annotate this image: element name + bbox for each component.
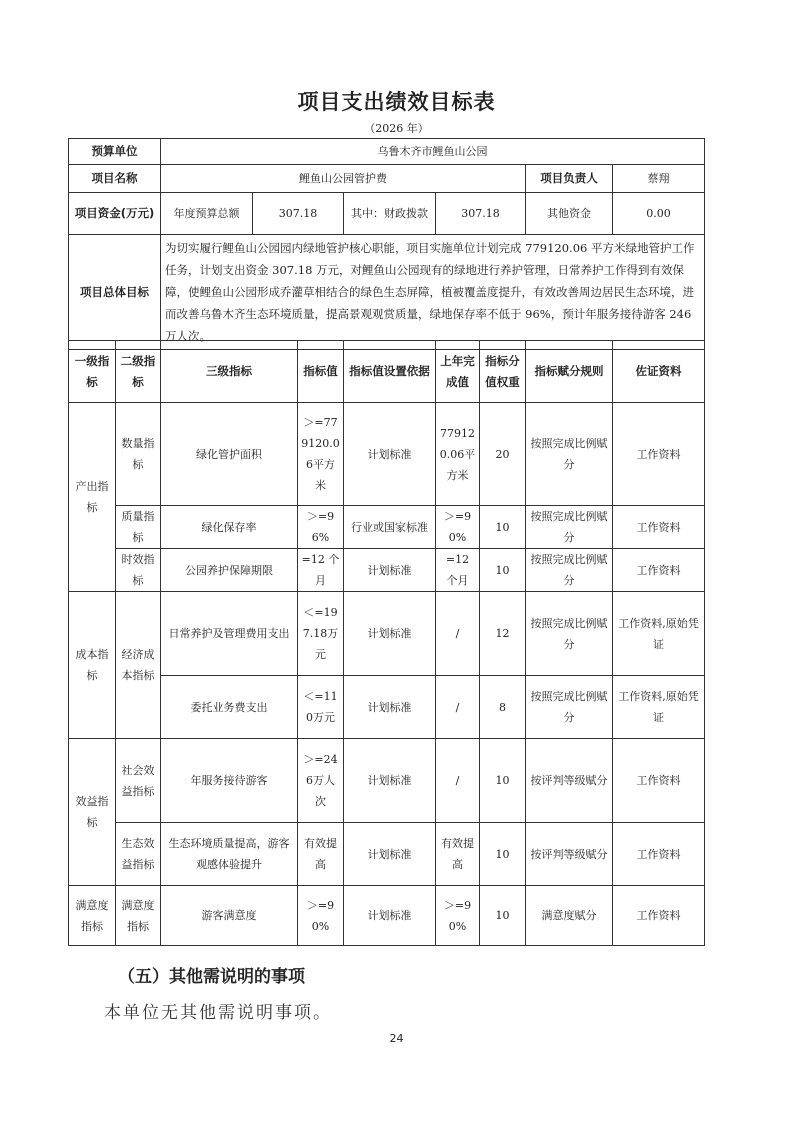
level1-indicator: 产出指标 [69,403,116,592]
level3-indicator: 年服务接待游客 [161,739,298,823]
scoring-rule: 按照完成比例赋分 [526,506,613,549]
section-heading: （五）其他需说明的事项 [118,967,305,987]
fiscal-label: 其中：财政拨款 [344,193,436,235]
last-year-value: ＞=90% [436,506,480,549]
weight: 10 [480,549,526,592]
table-row [69,739,705,823]
column-header: 指标分值权重 [480,341,526,403]
value-basis: 行业或国家标准 [344,506,436,549]
project-info-table [68,138,705,350]
level1-indicator: 满意度指标 [69,886,116,946]
value-basis: 计划标准 [344,886,436,946]
level2-indicator: 数量指标 [116,403,161,506]
other-label: 其他资金 [526,193,613,235]
level2-indicator: 质量指标 [116,506,161,549]
last-year-value: / [436,739,480,823]
scoring-rule: 满意度赋分 [526,886,613,946]
value-basis: 计划标准 [344,549,436,592]
value-basis: 计划标准 [344,403,436,506]
table-row [69,506,705,549]
indicator-value: 有效提高 [298,823,344,886]
evidence: 工作资料,原始凭证 [613,676,705,739]
evidence: 工作资料 [613,403,705,506]
unit-value: 乌鲁木齐市鲤鱼山公园 [161,139,705,165]
table-row [69,676,705,739]
indicator-value: ＜=197.18万元 [298,592,344,676]
level3-indicator: 绿化管护面积 [161,403,298,506]
annual-label: 年度预算总额 [161,193,253,235]
other-value: 0.00 [613,193,705,235]
name-label: 项目名称 [69,165,161,193]
owner-value: 蔡翔 [613,165,705,193]
level3-indicator: 生态环境质量提高，游客观感体验提升 [161,823,298,886]
table-row [69,886,705,946]
level3-indicator: 公园养护保障期限 [161,549,298,592]
table-row [69,823,705,886]
weight: 12 [480,592,526,676]
indicator-value: ＜=110万元 [298,676,344,739]
table-row [69,403,705,506]
scoring-rule: 按照完成比例赋分 [526,403,613,506]
column-header: 指标值设置依据 [344,341,436,403]
value-basis: 计划标准 [344,592,436,676]
goal-text: 为切实履行鲤鱼山公园园内绿地管护核心职能，项目实施单位计划完成 779120.06 平方米绿地管护工作任务，计划支出资金 307.18 万元，对鲤鱼山公园现有的绿地进行养护管理，日常养护工作得到有效保障，使鲤鱼山公园形成乔灌草相结合的绿色生态屏障，植被覆盖度提升，有效改善周边居民生态环境，进而改善乌鲁木齐生态环境质量，提高景观观赏质量，绿地保存率不低于 96%，预计年服务接待游客 246 万人次。 [161,235,705,350]
evidence: 工作资料 [613,549,705,592]
weight: 10 [480,886,526,946]
level3-indicator: 绿化保存率 [161,506,298,549]
annual-value: 307.18 [253,193,344,235]
weight: 20 [480,403,526,506]
level2-indicator: 经济成本指标 [116,592,161,739]
weight: 10 [480,506,526,549]
weight: 10 [480,823,526,886]
level3-indicator: 委托业务费支出 [161,676,298,739]
table-row [69,549,705,592]
last-year-value: =12 个月 [436,549,480,592]
column-header: 指标赋分规则 [526,341,613,403]
name-value: 鲤鱼山公园管护费 [161,165,526,193]
level3-indicator: 日常养护及管理费用支出 [161,592,298,676]
indicator-value: ＞=779120.06平方米 [298,403,344,506]
year-label: （2026 年） [364,122,429,135]
level2-indicator: 生态效益指标 [116,823,161,886]
column-header: 上年完成值 [436,341,480,403]
weight: 10 [480,739,526,823]
level1-indicator: 效益指标 [69,739,116,886]
column-header: 佐证资料 [613,341,705,403]
evidence: 工作资料,原始凭证 [613,592,705,676]
table-row [69,592,705,676]
indicator-value: ＞=90% [298,886,344,946]
last-year-value: / [436,676,480,739]
page-number: 24 [389,1032,404,1045]
value-basis: 计划标准 [344,676,436,739]
fiscal-value: 307.18 [436,193,526,235]
last-year-value: / [436,592,480,676]
column-header: 一级指标 [69,341,116,403]
evidence: 工作资料 [613,823,705,886]
level2-indicator: 满意度指标 [116,886,161,946]
last-year-value: 779120.06平方米 [436,403,480,506]
evidence: 工作资料 [613,506,705,549]
level1-indicator: 成本指标 [69,592,116,739]
indicator-value: ＞=96% [298,506,344,549]
unit-label: 预算单位 [69,139,161,165]
section-text: 本单位无其他需说明事项。 [104,1003,332,1023]
level3-indicator: 游客满意度 [161,886,298,946]
column-header: 三级指标 [161,341,298,403]
level2-indicator: 社会效益指标 [116,739,161,823]
page-title: 项目支出绩效目标表 [297,90,496,114]
column-header: 二级指标 [116,341,161,403]
level2-indicator: 时效指标 [116,549,161,592]
weight: 8 [480,676,526,739]
table-header-row [69,341,705,403]
fund-label: 项目资金(万元) [69,193,161,235]
indicator-value: ＞=246万人次 [298,739,344,823]
scoring-rule: 按照完成比例赋分 [526,549,613,592]
last-year-value: 有效提高 [436,823,480,886]
owner-label: 项目负责人 [526,165,613,193]
column-header: 指标值 [298,341,344,403]
goal-label: 项目总体目标 [69,235,161,350]
indicator-value: =12 个月 [298,549,344,592]
value-basis: 计划标准 [344,739,436,823]
scoring-rule: 按评判等级赋分 [526,739,613,823]
scoring-rule: 按照完成比例赋分 [526,592,613,676]
scoring-rule: 按照完成比例赋分 [526,676,613,739]
evidence: 工作资料 [613,739,705,823]
indicator-table [68,340,705,946]
evidence: 工作资料 [613,886,705,946]
scoring-rule: 按评判等级赋分 [526,823,613,886]
value-basis: 计划标准 [344,823,436,886]
last-year-value: ＞=90% [436,886,480,946]
